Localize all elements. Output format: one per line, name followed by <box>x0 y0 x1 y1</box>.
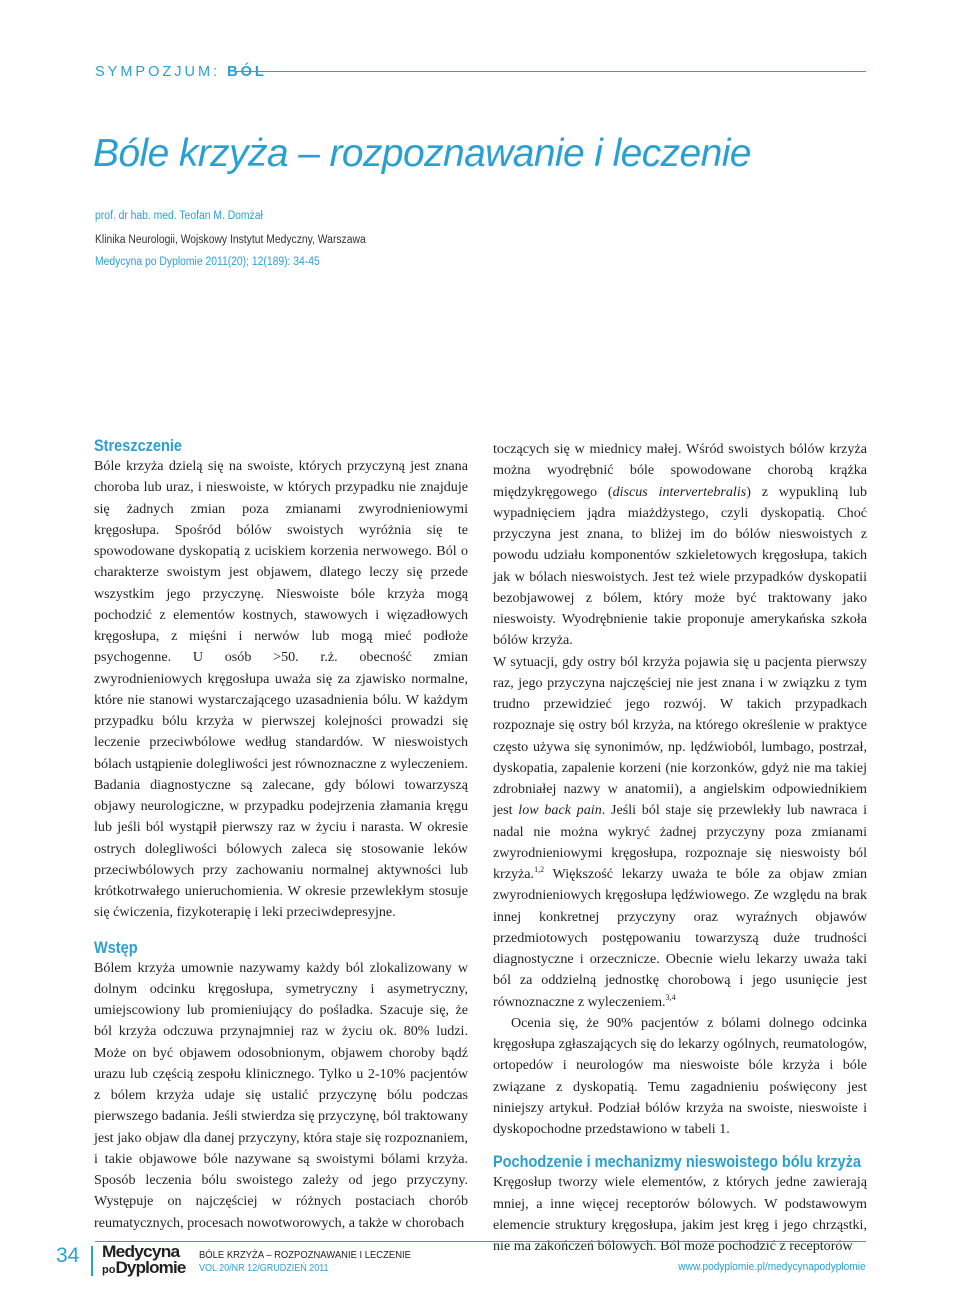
abstract-heading: Streszczenie <box>94 437 182 455</box>
citation: Medycyna po Dyplomie 2011(20); 12(189): 34-45 <box>95 256 320 268</box>
english-term: low back pain <box>518 802 602 819</box>
journal-logo <box>102 1244 186 1278</box>
affiliation: Klinika Neurologii, Wojskowy Instytut Medyczny, Warszawa <box>95 234 366 246</box>
footer-rule <box>95 1241 866 1242</box>
page-number: 34 <box>56 1244 80 1267</box>
intro-paragraph-3: Ocenia się, że 90% pacjentów z bólami dolnego odcinka kręgosłupa zgłaszających się do lekarzy ogólnych, reumatologów, ortopedów i neurologów ma nieswoiste bóle krzyża i bóle związane z dyskopatią. Temu zagadnieniu poświęcony jest niniejszy artykuł. Podział bólów krzyża na swoiste, nieswoiste i dyskopochodne przedstawiono w tabeli 1. <box>493 1014 867 1137</box>
issue-info: VOL 20/NR 12/GRUDZIEŃ 2011 <box>199 1263 329 1274</box>
article-title: Bóle krzyża – rozpoznawanie i leczenie <box>93 132 751 175</box>
section2-heading: Pochodzenie i mechanizmy nieswoistego bólu krzyża <box>493 1153 861 1172</box>
kicker-prefix: SYMPOZJUM: <box>95 64 221 80</box>
kicker-rule <box>236 71 866 72</box>
author: prof. dr hab. med. Teofan M. Domżał <box>95 210 263 222</box>
abstract-text: Bóle krzyża dzielą się na swoiste, których przyczyną jest znana choroba lub uraz, i nieswoiste, w których przypadku nie znajduje się żadnych zmian poza zmianami zwyrodnieniowymi kręgosłupa. Spośród bólów swoistych wyróżnia się te spowodowane dyskopatią z uciskiem korzenia nerwowego. Ból o charakterze swoistym jest objawem, dlatego leczy się przede wszystkim jego przyczynę. Nieswoiste bóle krzyża mogą pochodzić z elementów kostnych, stawowych i więzadłowych kręgosłupa, z mięśni i nerwów lub mogą mieć podłoże psychogenne. U osób >50. r.ż. obecność zmian zwyrodnieniowych kręgosłupa uważa się za zjawisko normalne, które nie stanowi wystarczającego uzasadnienia bólu. W każdym przypadku bólu krzyża w pierwszej kolejności prowadzi się leczenie przeciwbólowe według standardów. W nieswoistych bólach ustąpienie dolegliwości jest równoznaczne z wyleczeniem. Badania diagnostyczne są zalecane, gdy bólowi towarzyszą objawy neurologiczne, w przypadku podejrzenia złamania kręgu lub jeśli ból wystąpił pierwszy raz w życiu i narasta. W okresie ostrych dolegliwości bólowych zaleca się stosowanie leków przeciwbólowych przy zachowaniu normalnej aktywności lub krótkotrwałego unieruchomienia. W okresie przewlekłym stosuje się ćwiczenia, fizykoterapię i leki przeciwdepresyjne. <box>94 458 468 921</box>
right-column <box>493 439 867 1257</box>
intro-paragraph-1-continued: toczących się w miednicy małej. Wśród swoistych bólów krzyża można wyodrębnić bóle spowodowane chorobą krążka międzykręgowego (discus intervertebralis) z wypukliną lub wypadnięciem jądra miażdżystego, czyli dyskopatią. Choć przyczyna jest znana, to bliżej im do bólów nieswoistych z powodu udziału komponentów szkieletowych kręgosłupa, takich jak w bólach nieswoistych. Jest też wiele przypadków dyskopatii bezobjawowej z bólem, który może być traktowany jako nieswoisty. Wyodrębnienie takie proponuje amerykańska szkoła bólów krzyża. <box>493 441 867 649</box>
reference-3-4: 3,4 <box>665 992 676 1002</box>
intro-paragraph-2: W sytuacji, gdy ostry ból krzyża pojawia się u pacjenta pierwszy raz, jego przyczyna najczęściej nie jest znana i w związku z tym trudno przewidzieć jego rozwój. W takich przypadkach rozpoznaje się ostry ból krzyża, na którego określenie w praktyce często używa się synonimów, np. lędźwioból, lumbago, postrzał, dyskopatia, zapalenie korzeni (nie korzonków, gdyż nie ma takiej zdrobniałej nazwy w anatomii), a angielskim odpowiednikiem jest low back pain. Jeśli ból staje się przewlekły lub nawraca i nadal nie można wykryć żadnej przyczyny poza zmianami zwyrodnieniowymi kręgosłupa, rozpoznaje się nieswoisty ból krzyża.$^{1,2}$ Większość lekarzy uważa te bóle za objaw zmian zwyrodnieniowych kręgosłupa lędźwiowego. Ze względu na brak innej konkretnej przyczyny oraz wyraźnych objawów przedmiotowych postępowaniu towarzyszą duże trudności diagnostyczne i orzecznicze. Obecnie wielu lekarzy uważa taki ból za oddzielną jednostkę chorobową i jego usunięcie jest równoznaczne z wyleczeniem.$^{3,4}$ <box>493 653 867 1010</box>
section-kicker <box>95 64 267 80</box>
running-title: BÓLE KRZYŻA – ROZPOZNAWANIE I LECZENIE <box>199 1249 411 1261</box>
intro-heading: Wstęp <box>94 938 138 957</box>
kicker-topic: BÓL <box>227 64 267 80</box>
latin-term: discus intervertebralis <box>612 483 747 500</box>
intro-paragraph-1: Bólem krzyża umownie nazywamy każdy ból zlokalizowany w dolnym odcinku kręgosłupa, symetryczny i asymetryczny, umiejscowiony lub promieniujący do pośladka. Szacuje się, że ból krzyża odczuwa przynajmniej raz w życiu ok. 80% ludzi. Może on być objawem odosobnionym, objawem choroby bądź urazu lub częścią zespołu klinicznego. Tylko u 2-10% pacjentów z bólem krzyża udaje się ustalić przyczynę bólu podczas pierwszego badania. Jeśli stwierdza się przyczynę, ból traktowany jest jako objaw dla danej przyczyny, która staje się rozpoznaniem, i takie objawowe bóle nazywane są swoistymi bólami krzyża. Sposób leczenia bólu swoistego zależy od jego przyczyny. Występuje on najczęściej w różnych postaciach chorób reumatycznych, procesach nowotworowych, a także w chorobach <box>94 959 468 1231</box>
journal-url[interactable]: www.podyplomie.pl/medycynapodyplomie <box>678 1261 866 1273</box>
page-number-divider <box>91 1246 93 1276</box>
section2-text: Kręgosłup tworzy wiele elementów, z których jedne zawierają mniej, a inne więcej receptorów bólowych. W podstawowym elemencie struktury kręgosłupa, jakim jest kręg i jego chrząstki, nie ma zakończeń bólowych. Ból może pochodzić z receptorów <box>493 1174 867 1254</box>
logo-line-2: poDyplomie <box>102 1258 186 1277</box>
left-column <box>94 436 468 1234</box>
reference-1-2: 1,2 <box>534 865 545 874</box>
logo-line-1: Medycyna <box>102 1242 180 1261</box>
